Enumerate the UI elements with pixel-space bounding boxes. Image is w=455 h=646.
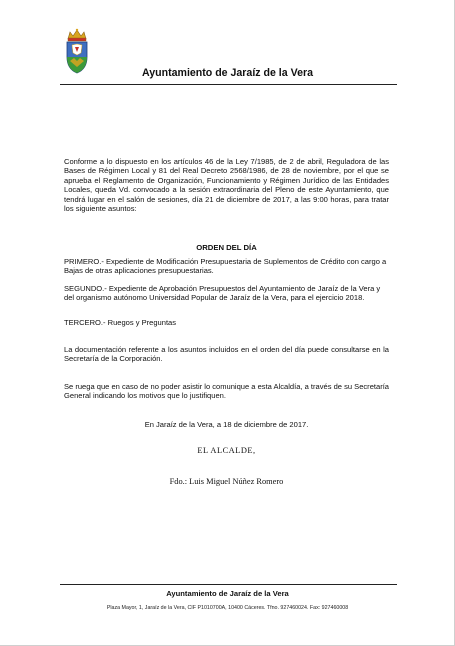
request-paragraph: Se ruega que en caso de no poder asistir lo comunique a esta Alcaldía, a través de su Secretaría General indicando los motivos que lo justifiquen. xyxy=(64,382,389,401)
footer-divider xyxy=(60,584,397,585)
header-title: Ayuntamiento de Jaraíz de la Vera xyxy=(142,67,313,79)
agenda-item-third xyxy=(64,318,389,327)
agenda-item-first xyxy=(64,257,389,276)
header-divider xyxy=(60,84,397,85)
agenda-title: ORDEN DEL DÍA xyxy=(196,243,257,252)
signer-role: EL ALCALDE, xyxy=(197,446,256,455)
intro-paragraph: Conforme a lo dispuesto en los artículos 46 de la Ley 7/1985, de 2 de abril, Reguladora de las Bases de Régimen Local y 81 del Real Decreto 2568/1986, de 28 de noviembre, por el que se aprueba el Reglamento de Organización, Funcionamiento y Régimen Jurídico de las Entidades Locales, queda Vd. convocado a la sesión extraordinaria del Pleno de este Ayuntamiento, que tendrá lugar en el salón de sesiones, día 21 de diciembre de 2017, a las 9:00 horas, para tratar los siguiente asuntos: xyxy=(64,157,389,214)
date-line: En Jaraíz de la Vera, a 18 de diciembre de 2017. xyxy=(144,420,309,429)
agenda-item-text: Expediente de Modificación Presupuestaria de Suplementos de Crédito con cargo a Bajas de otras aplicaciones presupuestarias. xyxy=(64,257,387,276)
documentation-paragraph: La documentación referente a los asuntos incluidos en el orden del día puede consultarse en la Secretaría de la Corporación. xyxy=(64,345,389,364)
agenda-item-label: PRIMERO.- xyxy=(64,257,104,266)
signature-line: Fdo.: Luis Miguel Núñez Romero xyxy=(169,477,284,486)
agenda-item-label: SEGUNDO.- xyxy=(64,284,107,293)
footer-address: Plaza Mayor, 1, Jaraíz de la Vera, CIF P1010700A, 10400 Cáceres. Tfno. 927460024. Fax: 927460008 xyxy=(106,605,349,611)
agenda-item-text: Ruegos y Preguntas xyxy=(107,318,177,327)
footer-title: Ayuntamiento de Jaraíz de la Vera xyxy=(166,589,289,598)
agenda-item-label: TERCERO.- xyxy=(64,318,106,327)
agenda-item-text: Expediente de Aprobación Presupuestos del Ayuntamiento de Jaraíz de la Vera y del organismo autónomo Universidad Popular de Jaraíz de la Vera, para el ejercicio 2018. xyxy=(64,284,381,303)
agenda-item-second xyxy=(64,284,389,303)
